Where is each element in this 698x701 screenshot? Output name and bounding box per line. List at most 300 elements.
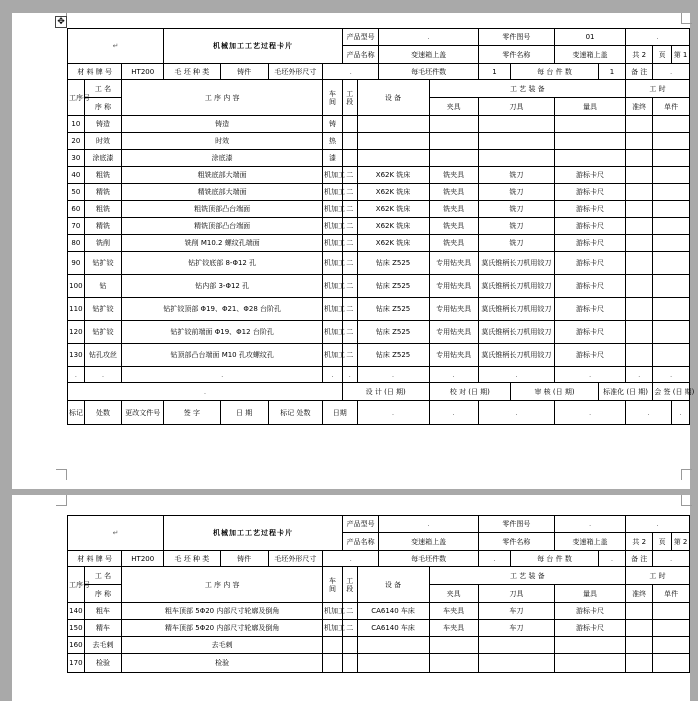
material-no-label: 材 料 牌 号 bbox=[68, 551, 122, 567]
process-content[interactable]: 粗铣底部大端面 bbox=[122, 167, 323, 184]
cutter[interactable]: 莫氏锥柄长刀机用铰刀 bbox=[478, 321, 554, 344]
fixture[interactable]: 专用钻夹具 bbox=[429, 298, 478, 321]
workshop[interactable]: 机加工 bbox=[323, 184, 343, 201]
workshop[interactable]: 热 bbox=[323, 133, 343, 150]
prep-time[interactable] bbox=[626, 603, 653, 620]
col-unit: 单件 bbox=[653, 585, 690, 603]
equipment[interactable] bbox=[357, 150, 429, 167]
unit-time[interactable] bbox=[653, 218, 690, 235]
workshop[interactable]: 机加工 bbox=[323, 167, 343, 184]
blank-cell[interactable]: . bbox=[429, 401, 478, 425]
blank-cell[interactable]: . bbox=[323, 367, 343, 383]
process-name[interactable]: 钻扩铰 bbox=[84, 252, 122, 275]
col-process-name-top: 工 名 bbox=[84, 80, 122, 98]
process-content[interactable]: 精铣底部大端面 bbox=[122, 184, 323, 201]
prep-time[interactable] bbox=[626, 218, 653, 235]
card-title: 机械加工工艺过程卡片 bbox=[164, 29, 343, 64]
blank-cell[interactable]: . bbox=[626, 367, 653, 383]
unit-time[interactable] bbox=[653, 321, 690, 344]
workshop[interactable]: 机加工 bbox=[323, 235, 343, 252]
prep-time[interactable] bbox=[626, 252, 653, 275]
table-row bbox=[68, 167, 690, 184]
fixture[interactable] bbox=[429, 116, 478, 133]
unit-time[interactable] bbox=[653, 167, 690, 184]
equipment[interactable]: 钻床 Z525 bbox=[357, 275, 429, 298]
process-no[interactable]: 30 bbox=[68, 150, 85, 167]
gauge[interactable] bbox=[555, 654, 626, 673]
cutter[interactable]: 铣刀 bbox=[478, 235, 554, 252]
rev-mark-2: 标记 处数 bbox=[268, 401, 322, 425]
blank-size-label: 毛坯外形尺寸 bbox=[268, 551, 322, 567]
fixture[interactable]: 车夹具 bbox=[429, 620, 478, 637]
process-no[interactable]: 20 bbox=[68, 133, 85, 150]
table-row bbox=[68, 298, 690, 321]
rev-sign: 签 字 bbox=[164, 401, 220, 425]
prep-time[interactable] bbox=[626, 184, 653, 201]
total-pages: 共 2 bbox=[626, 46, 653, 64]
process-no[interactable]: 170 bbox=[68, 654, 85, 673]
col-workshop: 车 间 bbox=[323, 567, 343, 603]
workshop[interactable]: 机加工 bbox=[323, 275, 343, 298]
card-header bbox=[68, 29, 690, 116]
col-gauge: 量具 bbox=[555, 98, 626, 116]
blank-size-value[interactable]: . bbox=[323, 64, 379, 80]
prep-time[interactable] bbox=[626, 275, 653, 298]
fixture[interactable] bbox=[429, 654, 478, 673]
fixture[interactable]: 铣夹具 bbox=[429, 235, 478, 252]
rev-mark: 标记 bbox=[68, 401, 85, 425]
process-content[interactable]: 精铣顶部凸台端面 bbox=[122, 218, 323, 235]
blank-cell[interactable]: . bbox=[478, 367, 554, 383]
workshop[interactable]: 机加工 bbox=[323, 252, 343, 275]
fixture[interactable] bbox=[429, 133, 478, 150]
unit-time[interactable] bbox=[653, 637, 690, 654]
pieces-per-blank-label: 每毛坯件数 bbox=[379, 64, 478, 80]
pieces-per-unit-value[interactable]: 1 bbox=[598, 64, 625, 80]
part-name-value[interactable]: 变速箱上盖 bbox=[555, 533, 626, 551]
col-tooling: 工 艺 装 备 bbox=[429, 80, 626, 98]
corner-mark bbox=[681, 13, 692, 24]
fixture[interactable]: 铣夹具 bbox=[429, 201, 478, 218]
workshop[interactable] bbox=[323, 654, 343, 673]
pieces-per-blank-value[interactable]: . bbox=[478, 551, 510, 567]
material-value[interactable]: HT200 bbox=[122, 551, 164, 567]
blank-type-value[interactable]: 铸件 bbox=[220, 551, 268, 567]
process-card-table-2 bbox=[67, 515, 690, 673]
workshop[interactable]: 铸 bbox=[323, 116, 343, 133]
table-row bbox=[68, 184, 690, 201]
process-no[interactable]: 10 bbox=[68, 116, 85, 133]
section[interactable]: 二 bbox=[342, 235, 357, 252]
process-name[interactable]: 铸造 bbox=[84, 116, 122, 133]
sign-design: 设 计 (日 期) bbox=[342, 383, 429, 401]
section[interactable]: 二 bbox=[342, 184, 357, 201]
col-section: 工 段 bbox=[342, 567, 357, 603]
cutter[interactable]: 铣刀 bbox=[478, 218, 554, 235]
process-no[interactable]: 140 bbox=[68, 603, 85, 620]
table-row bbox=[68, 637, 690, 654]
gauge[interactable]: 游标卡尺 bbox=[555, 298, 626, 321]
blank-cell[interactable]: . bbox=[357, 367, 429, 383]
blank-cell[interactable]: . bbox=[357, 401, 429, 425]
unit-time[interactable] bbox=[653, 298, 690, 321]
section[interactable]: 二 bbox=[342, 201, 357, 218]
product-model-label: 产品型号 bbox=[342, 29, 379, 46]
process-name[interactable]: 粗车 bbox=[84, 603, 122, 620]
gauge[interactable]: 游标卡尺 bbox=[555, 184, 626, 201]
process-no[interactable]: 80 bbox=[68, 235, 85, 252]
process-name[interactable]: 钻扩铰 bbox=[84, 298, 122, 321]
section[interactable]: 二 bbox=[342, 218, 357, 235]
gauge[interactable]: 游标卡尺 bbox=[555, 252, 626, 275]
process-name[interactable]: 精车 bbox=[84, 620, 122, 637]
section[interactable] bbox=[342, 116, 357, 133]
col-process-no: 工序号 bbox=[68, 567, 85, 603]
gauge[interactable]: 游标卡尺 bbox=[555, 235, 626, 252]
fixture[interactable] bbox=[429, 637, 478, 654]
pieces-per-unit-label: 每 台 件 数 bbox=[511, 551, 599, 567]
total-pages: 共 2 bbox=[626, 533, 653, 551]
cutter[interactable]: 莫氏锥柄长刀机用铰刀 bbox=[478, 275, 554, 298]
process-no[interactable]: 110 bbox=[68, 298, 85, 321]
process-content[interactable]: 涂底漆 bbox=[122, 150, 323, 167]
process-content[interactable]: 去毛刺 bbox=[122, 637, 323, 654]
equipment[interactable]: CA6140 车床 bbox=[357, 603, 429, 620]
process-name[interactable]: 精铣 bbox=[84, 184, 122, 201]
workshop[interactable]: 机加工 bbox=[323, 321, 343, 344]
prep-time[interactable] bbox=[626, 654, 653, 673]
table-row bbox=[68, 252, 690, 275]
unit-time[interactable] bbox=[653, 620, 690, 637]
process-rows-2 bbox=[68, 603, 690, 673]
cutter[interactable]: 铣刀 bbox=[478, 167, 554, 184]
col-time: 工 时 bbox=[626, 80, 690, 98]
unit-time[interactable] bbox=[653, 654, 690, 673]
process-name[interactable]: 时效 bbox=[84, 133, 122, 150]
part-name-label: 零件名称 bbox=[478, 46, 554, 64]
product-name-label: 产品名称 bbox=[342, 533, 379, 551]
cutter[interactable] bbox=[478, 150, 554, 167]
process-name[interactable]: 铣削 bbox=[84, 235, 122, 252]
col-workshop: 车 间 bbox=[323, 80, 343, 116]
process-content[interactable]: 钻扩铰底部 8-Φ12 孔 bbox=[122, 252, 323, 275]
gauge[interactable]: 游标卡尺 bbox=[555, 167, 626, 184]
workshop[interactable]: 漆 bbox=[323, 150, 343, 167]
process-content[interactable]: 钻扩铰顶部 Φ19、Φ21、Φ28 台阶孔 bbox=[122, 298, 323, 321]
process-no[interactable]: 100 bbox=[68, 275, 85, 298]
equipment[interactable]: CA6140 车床 bbox=[357, 620, 429, 637]
product-name-label: 产品名称 bbox=[342, 46, 379, 64]
part-drawing-extra[interactable]: . bbox=[626, 516, 690, 533]
prep-time[interactable] bbox=[626, 235, 653, 252]
fixture[interactable]: 专用钻夹具 bbox=[429, 252, 478, 275]
unit-time[interactable] bbox=[653, 235, 690, 252]
cutter[interactable] bbox=[478, 637, 554, 654]
col-process-no: 工序号 bbox=[68, 80, 85, 116]
equipment[interactable]: 钻床 Z525 bbox=[357, 252, 429, 275]
process-content[interactable]: 钻顶部凸台端面 M10 孔攻螺纹孔 bbox=[122, 344, 323, 367]
material-value[interactable]: HT200 bbox=[122, 64, 164, 80]
equipment[interactable] bbox=[357, 637, 429, 654]
col-process-name-top: 工 名 bbox=[84, 567, 122, 585]
prep-time[interactable] bbox=[626, 637, 653, 654]
process-no[interactable]: 120 bbox=[68, 321, 85, 344]
gauge[interactable]: 游标卡尺 bbox=[555, 344, 626, 367]
process-content[interactable]: 粗车顶部 5Φ20 内部尺寸轮廓及倒角 bbox=[122, 603, 323, 620]
product-model-label: 产品型号 bbox=[342, 516, 379, 533]
unit-time[interactable] bbox=[653, 150, 690, 167]
process-name[interactable]: 去毛刺 bbox=[84, 637, 122, 654]
equipment[interactable]: 钻床 Z525 bbox=[357, 344, 429, 367]
fixture[interactable]: 专用钻夹具 bbox=[429, 344, 478, 367]
table-row bbox=[68, 603, 690, 620]
unit-time[interactable] bbox=[653, 252, 690, 275]
blank-cell[interactable]: . bbox=[555, 367, 626, 383]
process-content[interactable]: 钻扩铰前端面 Φ19、Φ12 台阶孔 bbox=[122, 321, 323, 344]
process-name[interactable]: 检验 bbox=[84, 654, 122, 673]
fixture[interactable]: 专用钻夹具 bbox=[429, 321, 478, 344]
unit-time[interactable] bbox=[653, 275, 690, 298]
section[interactable]: 二 bbox=[342, 620, 357, 637]
process-name[interactable]: 精铣 bbox=[84, 218, 122, 235]
prep-time[interactable] bbox=[626, 321, 653, 344]
gauge[interactable]: 游标卡尺 bbox=[555, 275, 626, 298]
workshop[interactable]: 机加工 bbox=[323, 620, 343, 637]
unit-time[interactable] bbox=[653, 344, 690, 367]
table-row bbox=[68, 133, 690, 150]
rev-date: 日 期 bbox=[220, 401, 268, 425]
product-name-value[interactable]: 变速箱上盖 bbox=[379, 533, 478, 551]
process-rows bbox=[68, 116, 690, 367]
col-fixture: 夹具 bbox=[429, 585, 478, 603]
part-drawing-value[interactable]: . bbox=[555, 516, 626, 533]
section[interactable] bbox=[342, 133, 357, 150]
blank-size-label: 毛坯外形尺寸 bbox=[268, 64, 322, 80]
section[interactable]: 二 bbox=[342, 344, 357, 367]
fixture[interactable]: 车夹具 bbox=[429, 603, 478, 620]
process-name[interactable]: 钻孔攻丝 bbox=[84, 344, 122, 367]
cutter[interactable] bbox=[478, 133, 554, 150]
blank-cell[interactable]: . bbox=[68, 367, 85, 383]
col-gauge: 量具 bbox=[555, 585, 626, 603]
workshop[interactable]: 机加工 bbox=[323, 201, 343, 218]
remark-label: 备 注 bbox=[626, 64, 653, 80]
rev-count: 处数 bbox=[84, 401, 122, 425]
prep-time[interactable] bbox=[626, 298, 653, 321]
section[interactable] bbox=[342, 654, 357, 673]
sign-proof: 校 对 (日 期) bbox=[429, 383, 511, 401]
process-content[interactable]: 检验 bbox=[122, 654, 323, 673]
cutter[interactable] bbox=[478, 116, 554, 133]
fixture[interactable]: 铣夹具 bbox=[429, 167, 478, 184]
blank-cell[interactable]: . bbox=[626, 401, 672, 425]
process-no[interactable]: 130 bbox=[68, 344, 85, 367]
process-name[interactable]: 钻扩铰 bbox=[84, 321, 122, 344]
workshop[interactable] bbox=[323, 637, 343, 654]
gauge[interactable] bbox=[555, 116, 626, 133]
blank-size-value[interactable]: . bbox=[323, 551, 379, 567]
col-cutter: 刀具 bbox=[478, 585, 554, 603]
blank-cell[interactable]: . bbox=[84, 367, 122, 383]
section[interactable] bbox=[342, 637, 357, 654]
col-process-content: 工 序 内 容 bbox=[122, 567, 323, 603]
cutter[interactable]: 铣刀 bbox=[478, 201, 554, 218]
cutter[interactable] bbox=[478, 654, 554, 673]
prep-time[interactable] bbox=[626, 150, 653, 167]
table-row bbox=[68, 321, 690, 344]
pieces-per-blank-value[interactable]: 1 bbox=[478, 64, 510, 80]
process-no[interactable]: 60 bbox=[68, 201, 85, 218]
workshop[interactable]: 机加工 bbox=[323, 218, 343, 235]
gauge[interactable] bbox=[555, 637, 626, 654]
equipment[interactable]: X62K 铣床 bbox=[357, 201, 429, 218]
blank-cell[interactable]: . bbox=[429, 367, 478, 383]
remark-value[interactable]: . bbox=[653, 64, 690, 80]
blank-cell[interactable]: . bbox=[672, 401, 690, 425]
cutter[interactable]: 铣刀 bbox=[478, 184, 554, 201]
gauge[interactable]: 游标卡尺 bbox=[555, 321, 626, 344]
product-name-value[interactable]: 变速箱上盖 bbox=[379, 46, 478, 64]
process-content[interactable]: 铸造 bbox=[122, 116, 323, 133]
process-content[interactable]: 铣削 M10.2 螺纹孔端面 bbox=[122, 235, 323, 252]
section[interactable] bbox=[342, 150, 357, 167]
sheet-no: 第 2 bbox=[672, 533, 690, 551]
blank-cell[interactable]: . bbox=[653, 367, 690, 383]
rev-doc: 更改文件号 bbox=[122, 401, 164, 425]
process-name[interactable]: 粗铣 bbox=[84, 201, 122, 218]
equipment[interactable]: X62K 铣床 bbox=[357, 235, 429, 252]
equipment[interactable]: 钻床 Z525 bbox=[357, 298, 429, 321]
rev-date-vertical: 日期 bbox=[323, 401, 357, 425]
blank-cell[interactable]: . bbox=[342, 367, 357, 383]
process-name[interactable]: 粗铣 bbox=[84, 167, 122, 184]
equipment[interactable]: X62K 铣床 bbox=[357, 184, 429, 201]
workshop[interactable]: 机加工 bbox=[323, 603, 343, 620]
card-header bbox=[68, 516, 690, 603]
section[interactable]: 二 bbox=[342, 603, 357, 620]
page-label: 页 bbox=[653, 533, 672, 551]
prep-time[interactable] bbox=[626, 133, 653, 150]
col-fixture: 夹具 bbox=[429, 98, 478, 116]
gauge[interactable] bbox=[555, 150, 626, 167]
cutter[interactable]: 莫氏锥柄长刀机用铰刀 bbox=[478, 344, 554, 367]
unit-time[interactable] bbox=[653, 603, 690, 620]
blank-cell[interactable]: . bbox=[478, 401, 554, 425]
fixture[interactable]: 铣夹具 bbox=[429, 218, 478, 235]
part-name-value[interactable]: 变速箱上盖 bbox=[555, 46, 626, 64]
part-drawing-label: 零件图号 bbox=[478, 29, 554, 46]
process-no[interactable]: 160 bbox=[68, 637, 85, 654]
logo-cell: ↵ bbox=[68, 516, 164, 551]
process-content[interactable]: 精车顶部 5Φ20 内部尺寸轮廓及倒角 bbox=[122, 620, 323, 637]
blank-cell[interactable]: . bbox=[68, 383, 343, 401]
blank-cell[interactable]: . bbox=[555, 401, 626, 425]
col-prep: 准终 bbox=[626, 585, 653, 603]
table-row bbox=[68, 620, 690, 637]
section[interactable]: 二 bbox=[342, 298, 357, 321]
unit-time[interactable] bbox=[653, 201, 690, 218]
equipment[interactable] bbox=[357, 654, 429, 673]
process-content[interactable]: 钻内部 3-Φ12 孔 bbox=[122, 275, 323, 298]
cutter[interactable]: 车刀 bbox=[478, 603, 554, 620]
product-model-value[interactable]: . bbox=[379, 516, 478, 533]
process-name[interactable]: 涂底漆 bbox=[84, 150, 122, 167]
unit-time[interactable] bbox=[653, 116, 690, 133]
workshop[interactable]: 机加工 bbox=[323, 344, 343, 367]
product-model-value[interactable]: . bbox=[379, 29, 478, 46]
pieces-per-unit-value[interactable]: . bbox=[598, 551, 625, 567]
part-name-label: 零件名称 bbox=[478, 533, 554, 551]
equipment[interactable] bbox=[357, 133, 429, 150]
remark-label: 备 注 bbox=[626, 551, 653, 567]
equipment[interactable]: X62K 铣床 bbox=[357, 218, 429, 235]
cutter[interactable]: 莫氏锥柄长刀机用铰刀 bbox=[478, 298, 554, 321]
process-no[interactable]: 50 bbox=[68, 184, 85, 201]
section[interactable]: 二 bbox=[342, 167, 357, 184]
corner-mark bbox=[681, 469, 692, 480]
prep-time[interactable] bbox=[626, 167, 653, 184]
gauge[interactable]: 游标卡尺 bbox=[555, 201, 626, 218]
corner-mark bbox=[681, 495, 692, 506]
gauge[interactable] bbox=[555, 133, 626, 150]
pieces-per-blank-label: 每毛坯件数 bbox=[379, 551, 478, 567]
process-no[interactable]: 70 bbox=[68, 218, 85, 235]
process-content[interactable]: 时效 bbox=[122, 133, 323, 150]
table-row bbox=[68, 275, 690, 298]
gauge[interactable]: 游标卡尺 bbox=[555, 620, 626, 637]
fixture[interactable]: 专用钻夹具 bbox=[429, 275, 478, 298]
workshop[interactable]: 机加工 bbox=[323, 298, 343, 321]
fixture[interactable]: 铣夹具 bbox=[429, 184, 478, 201]
gauge[interactable]: 游标卡尺 bbox=[555, 603, 626, 620]
unit-time[interactable] bbox=[653, 184, 690, 201]
process-no[interactable]: 150 bbox=[68, 620, 85, 637]
section[interactable]: 二 bbox=[342, 275, 357, 298]
equipment[interactable]: 钻床 Z525 bbox=[357, 321, 429, 344]
corner-mark bbox=[56, 495, 67, 506]
pieces-per-unit-label: 每 台 件 数 bbox=[511, 64, 599, 80]
process-content[interactable]: 粗铣顶部凸台端面 bbox=[122, 201, 323, 218]
part-drawing-value[interactable]: 01 bbox=[555, 29, 626, 46]
prep-time[interactable] bbox=[626, 620, 653, 637]
fixture[interactable] bbox=[429, 150, 478, 167]
process-name[interactable]: 钻 bbox=[84, 275, 122, 298]
blank-cell[interactable]: . bbox=[122, 367, 323, 383]
section[interactable]: 二 bbox=[342, 252, 357, 275]
prep-time[interactable] bbox=[626, 344, 653, 367]
prep-time[interactable] bbox=[626, 116, 653, 133]
blank-type-value[interactable]: 铸件 bbox=[220, 64, 268, 80]
logo-cell: ↵ bbox=[68, 29, 164, 64]
section[interactable]: 二 bbox=[342, 321, 357, 344]
prep-time[interactable] bbox=[626, 201, 653, 218]
table-row bbox=[68, 218, 690, 235]
part-drawing-extra[interactable]: . bbox=[626, 29, 690, 46]
cutter[interactable]: 车刀 bbox=[478, 620, 554, 637]
unit-time[interactable] bbox=[653, 133, 690, 150]
equipment[interactable]: X62K 铣床 bbox=[357, 167, 429, 184]
equipment[interactable] bbox=[357, 116, 429, 133]
process-no[interactable]: 90 bbox=[68, 252, 85, 275]
cutter[interactable]: 莫氏锥柄长刀机用铰刀 bbox=[478, 252, 554, 275]
col-section: 工 段 bbox=[342, 80, 357, 116]
gauge[interactable]: 游标卡尺 bbox=[555, 218, 626, 235]
material-no-label: 材 料 牌 号 bbox=[68, 64, 122, 80]
document-page-1 bbox=[12, 13, 695, 489]
process-no[interactable]: 40 bbox=[68, 167, 85, 184]
remark-value[interactable]: . bbox=[653, 551, 690, 567]
table-move-handle-icon[interactable]: ✥ bbox=[55, 16, 67, 28]
